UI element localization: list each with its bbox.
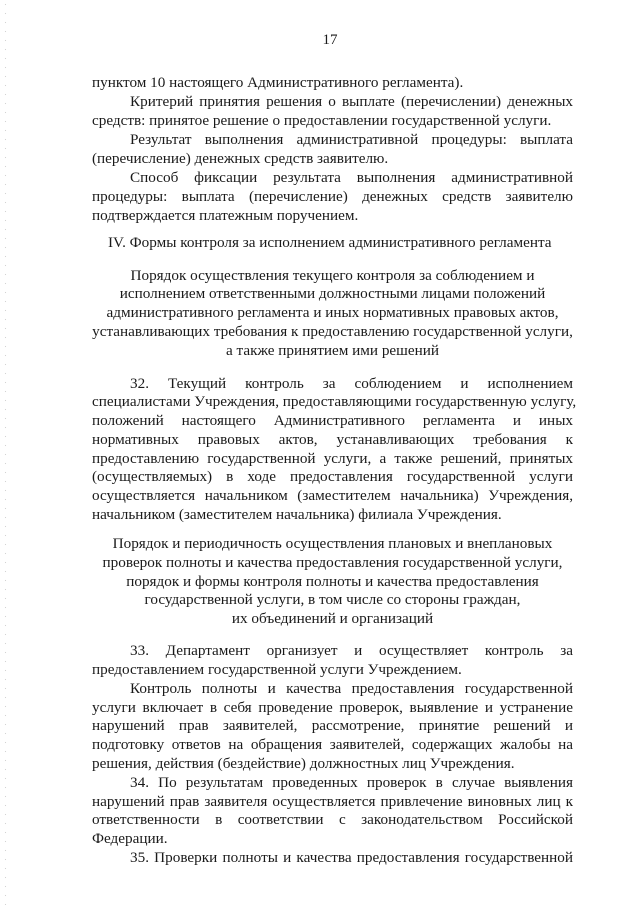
text-line: их объединений и организаций — [231, 610, 434, 627]
text-line: устанавливающих требования к предоставлению государственной услуги, — [92, 323, 573, 340]
page-number: 17 — [322, 32, 338, 48]
text-line: осуществляется начальником (заместителем начальника) Учреждения, — [92, 487, 573, 504]
text-line: Порядок осуществления текущего контроля за соблюдением и — [130, 267, 535, 284]
text-line: а также принятием ими решений — [225, 342, 439, 359]
text-line: (перечисление) денежных средств заявителю. — [92, 150, 389, 167]
text-line: административного регламента и иных нормативных правовых актов, — [106, 304, 559, 321]
text-line: Способ фиксации результата выполнения административной — [130, 169, 573, 186]
text-line: нарушений прав заявителей, рассмотрение, принятие решений и — [92, 717, 573, 734]
text-line: процедуры: выплата (перечисление) денежных средств заявителю — [92, 188, 573, 205]
text-line: 35. Проверки полноты и качества предоставления государственной — [130, 849, 573, 866]
text-line: исполнением ответственными должностными лицами положений — [119, 285, 546, 302]
text-line: решения, действия (бездействие) должностных лиц Учреждения. — [92, 755, 515, 772]
text-line: средств: принятое решение о предоставлении государственной услуги. — [92, 112, 552, 129]
text-line: Результат выполнения административной процедуры: выплата — [130, 131, 573, 148]
text-line: 32. Текущий контроль за соблюдением и исполнением — [130, 375, 573, 392]
text-line: положений настоящего Административного регламента и иных — [92, 412, 573, 429]
text-line: пунктом 10 настоящего Административного регламента). — [92, 74, 464, 91]
text-line: подтверждается платежным поручением. — [92, 207, 359, 224]
text-line: IV. Формы контроля за исполнением административного регламента — [108, 234, 552, 251]
text-line: ответственности в соответствии с законодательством Российской — [92, 811, 573, 828]
text-line: (осуществляемых) в ходе предоставления государственной услуги — [92, 468, 573, 485]
text-line: подготовку ответов на обращения заявителей, содержащих жалобы на — [92, 736, 573, 753]
text-line: Критерий принятия решения о выплате (перечислении) денежных — [130, 93, 573, 110]
text-line: нормативных правовых актов, устанавливающих требования к — [92, 431, 573, 448]
text-line: Порядок и периодичность осуществления плановых и внеплановых — [112, 535, 553, 552]
text-line: услуги включает в себя проведение проверок, выявление и устранение — [92, 699, 573, 716]
text-line: порядок и формы контроля полноты и качества предоставления — [126, 573, 539, 590]
text-line: проверок полноты и качества предоставления государственной услуги, — [102, 554, 563, 571]
text-line: 33. Департамент организует и осуществляет контроль за — [130, 642, 573, 659]
text-line: предоставлением государственной услуги Учреждением. — [92, 661, 462, 678]
text-line: 34. По результатам проведенных проверок в случае выявления — [130, 774, 573, 791]
text-line: Федерации. — [92, 830, 168, 847]
text-line: специалистами Учреждения, предоставляющими государственную услугу, — [92, 393, 577, 410]
text-line: государственной услуги, в том числе со стороны граждан, — [144, 591, 521, 608]
text-line: предоставлению государственной услуги, а также решений, принятых — [92, 450, 573, 467]
text-line: Контроль полноты и качества предоставления государственной — [130, 680, 573, 697]
text-line: нарушений прав заявителя осуществляется привлечение виновных лиц к — [92, 793, 573, 810]
text-line: начальником (заместителем начальника) филиала Учреждения. — [92, 506, 502, 523]
scan-margin-dots — [4, 0, 7, 905]
